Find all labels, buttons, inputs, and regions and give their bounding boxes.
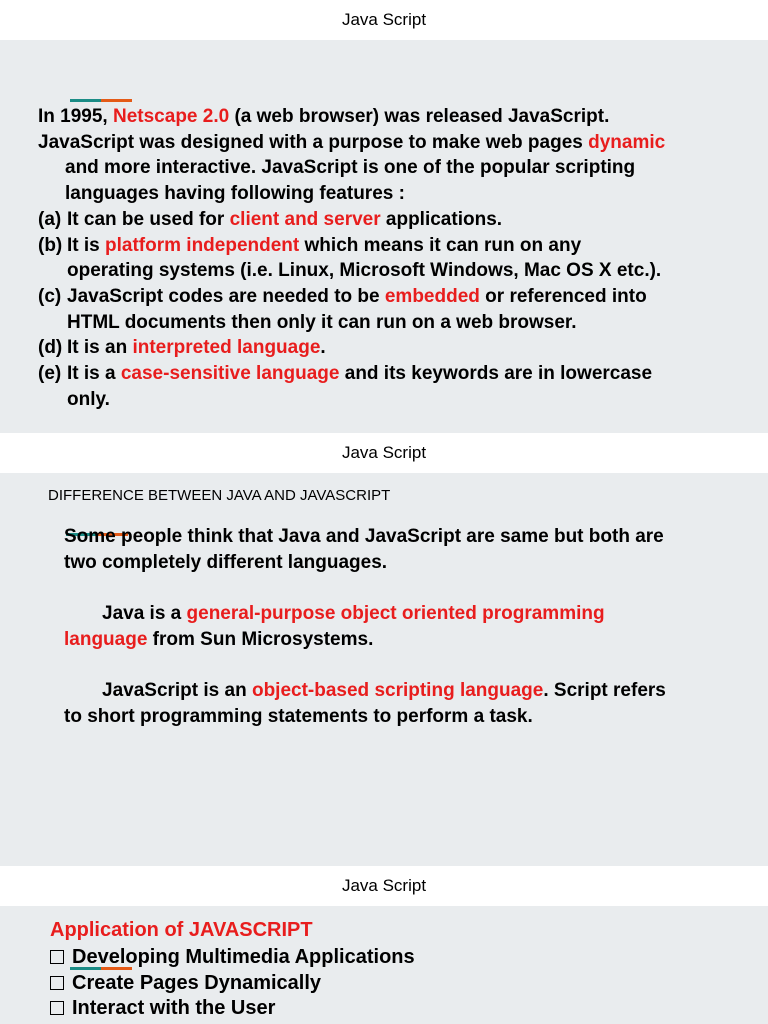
list-item: Interact with the User	[50, 996, 415, 1022]
javascript-point: JavaScript is an object-based scripting language. Script refers to short programming statements to perform a task.	[64, 680, 666, 727]
list-item: (a) It can be used for client and server applications.	[38, 208, 503, 230]
list-item: (c) JavaScript codes are needed to be embedded or referenced into	[38, 285, 647, 307]
checkbox-icon	[50, 950, 64, 964]
java-point: Java is a general-purpose object oriented programming language from Sun Microsystems.	[64, 603, 605, 650]
list-item: (e) It is a case-sensitive language and its keywords are in lowercase	[38, 363, 653, 385]
slide-1-body: In 1995, Netscape 2.0 (a web browser) was released JavaScript. JavaScript was designed with a purpose to make web pages dynamic and more interactive. JavaScript is one of the popular scripting languages having following features : (a) It can be used for client and server applications. (b) It is platform independent which means it can run on any operating systems (i.e. Linux, Microsoft Windows, Mac OS X etc.). (c) JavaScript codes are needed to be embedded or referenced into HTML documents then only it can run on a web browser. (d) It is an interpreted language. (e) It is a case-sensitive language and its keywords are in lowercase only.	[38, 104, 758, 412]
list-item: (b) It is platform independent which means it can run on any	[38, 234, 582, 256]
list-item: Developing Multimedia Applications	[50, 945, 415, 971]
application-list	[50, 945, 415, 1022]
intro-text: Some people think that Java and JavaScript are same but both are two completely different languages.	[64, 526, 664, 573]
list-item: (d) It is an interpreted language.	[38, 337, 326, 359]
checkbox-icon	[50, 1001, 64, 1015]
slide-3	[0, 906, 768, 1024]
slide-title: DIFFERENCE BETWEEN JAVA AND JAVASCRIPT	[48, 487, 391, 504]
slide-header: Java Script	[0, 0, 768, 40]
list-item: Create Pages Dynamically	[50, 971, 415, 997]
slide-1	[0, 40, 768, 433]
checkbox-icon	[50, 976, 64, 990]
slide-title: Application of JAVASCRIPT	[50, 919, 313, 941]
slide-2	[0, 473, 768, 866]
slide-header: Java Script	[0, 866, 768, 906]
slide-header: Java Script	[0, 433, 768, 473]
